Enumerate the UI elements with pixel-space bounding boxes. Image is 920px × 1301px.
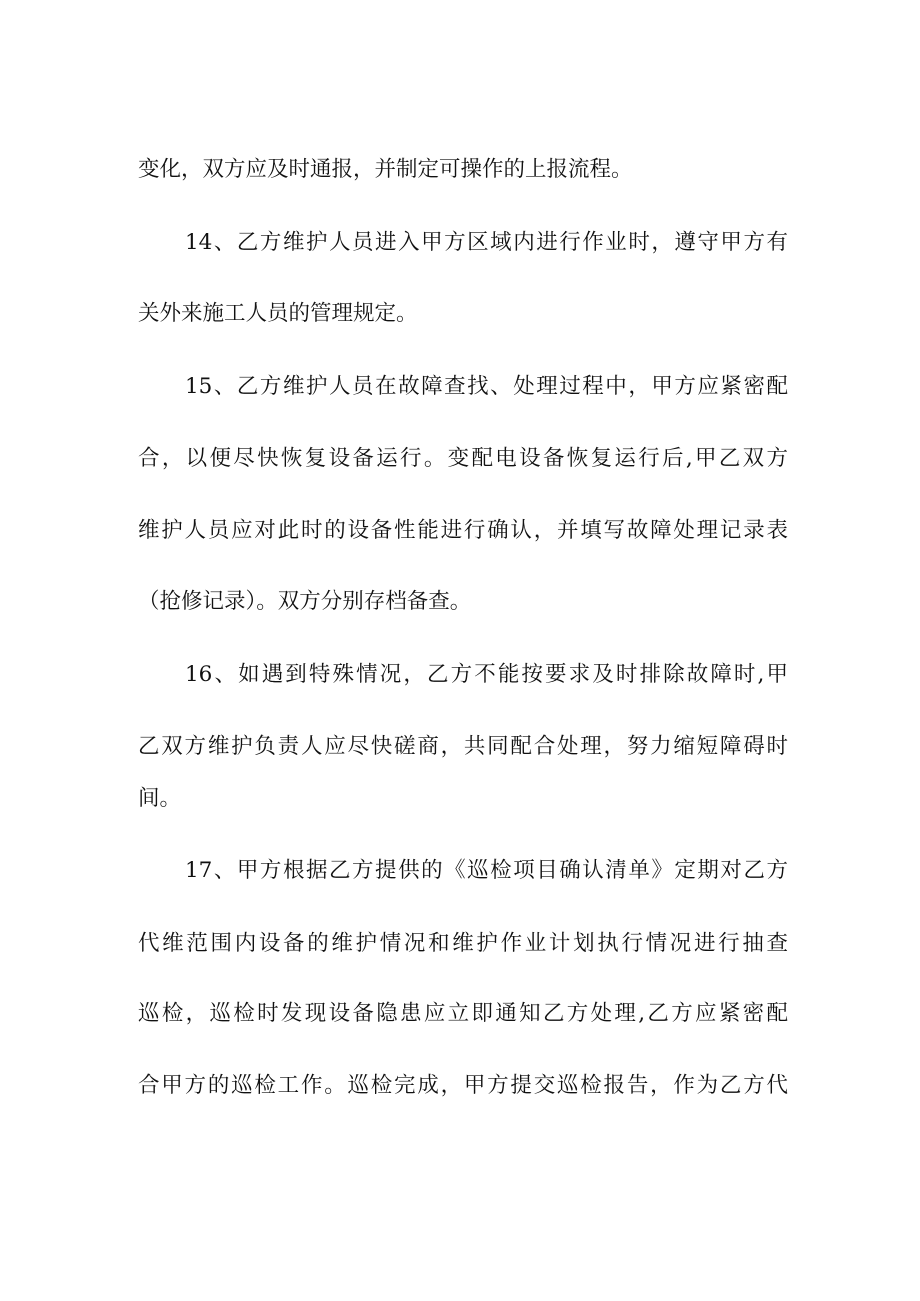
text-line: 维护人员应对此时的设备性能进行确认，并填写故障处理记录表 [138, 518, 788, 543]
text-line: 合，以便尽快恢复设备运行。变配电设备恢复运行后,甲乙双方 [138, 446, 788, 471]
text-line: （抢修记录）。双方分别存档备查。 [138, 589, 472, 614]
text-line: 巡检，巡检时发现设备隐患应立即通知乙方处理,乙方应紧密配 [138, 1001, 788, 1026]
text-line: 乙双方维护负责人应尽快磋商，共同配合处理，努力缩短障碍时 [138, 734, 788, 759]
text-line: 合甲方的巡检工作。巡检完成，甲方提交巡检报告，作为乙方代 [138, 1073, 788, 1098]
text-line: 代维范围内设备的维护情况和维护作业计划执行情况进行抽查 [138, 931, 788, 956]
text-line: 15、乙方维护人员在故障查找、处理过程中，甲方应紧密配 [185, 374, 788, 399]
text-line: 关外来施工人员的管理规定。 [138, 301, 418, 326]
text-line: 间。 [138, 786, 182, 811]
text-line: 17、甲方根据乙方提供的《巡检项目确认清单》定期对乙方 [185, 858, 788, 883]
text-line: 14、乙方维护人员进入甲方区域内进行作业时，遵守甲方有 [185, 230, 788, 255]
text-line: 变化，双方应及时通报，并制定可操作的上报流程。 [138, 157, 633, 182]
text-line: 16、如遇到特殊情况，乙方不能按要求及时排除故障时,甲 [185, 662, 788, 687]
